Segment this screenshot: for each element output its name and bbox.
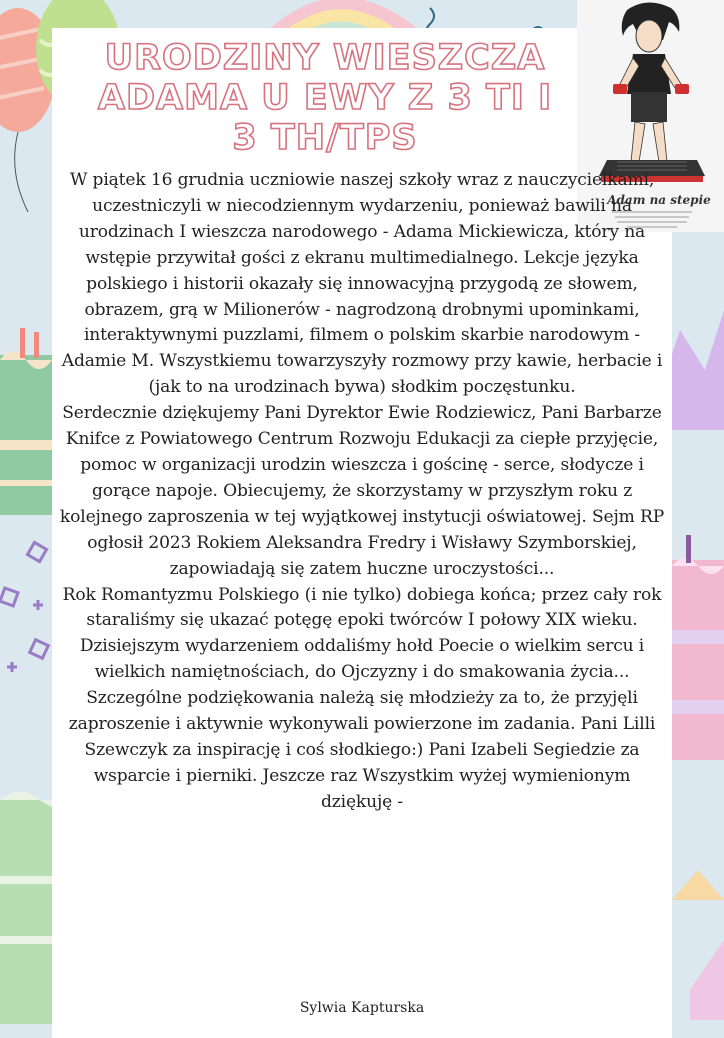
cake-decoration-left — [0, 328, 52, 515]
bunting-decoration — [672, 870, 724, 1020]
author-signature: Sylwia Kapturska — [299, 1000, 425, 1016]
paragraph-3: Rok Romantyzmu Polskiego (i nie tylko) dobiega końca; przez cały rok staraliśmy się ukazać potęgę epoki twórców I połowy XIX wieku. Dzisiejszym wydarzeniem oddaliśmy hołd Poecie o wielkim sercu i wielkich namiętnościach, do Ojczyzny i do smakowania życia... Szczególne podziękowania należą się młodzieży za to, że przyjęli zaproszenie i aktywnie wykonywali powierzone im zadania. Pani Lilli Szewczyk za inspirację i coś słodkiego:) Pani Izabeli Segiedzie za wsparcie i pierniki. Jeszcze raz Wszystkim wyżej wymienionym dziękuję - — [62, 584, 662, 812]
page-title: URODZINY WIESZCZA ADAMA U EWY Z 3 TI I 3 TH/TPS — [97, 38, 553, 158]
article-body — [56, 168, 668, 816]
cake-decoration-right — [672, 535, 724, 760]
paragraph-1: W piątek 16 grudnia uczniowie naszej szkoły wraz z nauczycielkami, uczestniczyli w niecodziennym wydarzeniu, ponieważ bawili na urodzinach I wieszcza narodowego - Adama Mickiewicza, który na wstępie przywitał gości z ekranu multimedialnego. Lekcje języka polskiego i historii okazały się innowacyjną przygodą ze słowem, obrazem, grą w Milionerów - nagrodzoną drobnymi upominkami, interaktywnymi puzzlami, filmem o polskim skarbie narodowym - Adamie M. Wszystkiemu towarzyszyły rozmowy przy kawie, herbacie i (jak to na urodzinach bywa) słodkim poczęstunku. — [61, 170, 663, 398]
paragraph-2: Serdecznie dziękujemy Pani Dyrektor Ewie Rodziewicz, Pani Barbarze Knifce z Powiatowego Centrum Rozwoju Edukacji za ciepłe przyjęcie, pomoc w organizacji urodzin wieszcza i gościnę - serce, słodycze i gorące napoje. Obiecujemy, że skorzystamy w przyszłym roku z kolejnego zaproszenia w tej wyjątkowej instytucji oświatowej. Sejm RP ogłosił 2023 Rokiem Aleksandra Fredry i Wisławy Szymborskiej, zapowiadają się zatem huczne uroczystości... — [59, 403, 665, 579]
sparkle-decoration-left — [0, 542, 48, 672]
photo-caption: Adam na stepie — [607, 193, 711, 207]
